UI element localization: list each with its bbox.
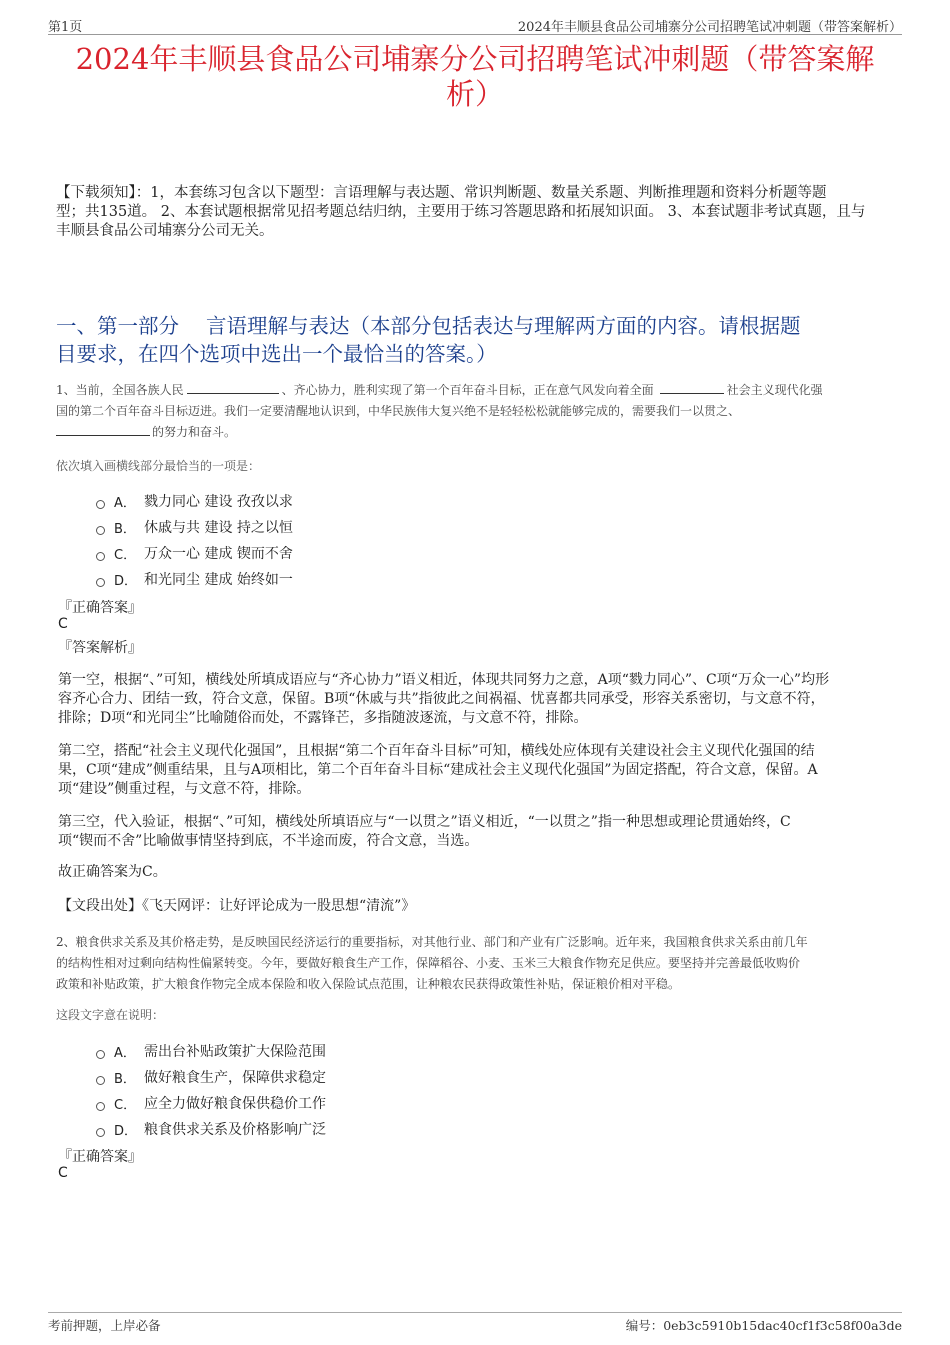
fill-blank-3	[56, 422, 150, 436]
q2-line: 的结构性相对过剩向结构性偏紧转变。今年，要做好粮食生产工作，保障稻谷、小麦、玉米三大粮食作物充足供应。要坚持并完善最低收购价	[56, 956, 801, 970]
option-letter: D．	[114, 573, 138, 589]
q2-option-a[interactable]	[96, 1038, 326, 1064]
section-line-2: 目要求，在四个选项中选出一个最恰当的答案。）	[56, 342, 497, 366]
analysis-line: 果，C项“建成”侧重结果，且与A项相比，第二个百年奋斗目标“建成社会主义现代化强国”为固定搭配，符合文意，保留。A	[58, 762, 818, 778]
q1-option-d[interactable]	[96, 566, 293, 592]
q2-option-c[interactable]	[96, 1090, 326, 1116]
title-line-1: 2024年丰顺县食品公司埔寨分公司招聘笔试冲刺题（带答案解	[75, 42, 875, 76]
option-text: 做好粮食生产，保障供求稳定	[144, 1070, 326, 1086]
title-line-2: 析）	[445, 77, 504, 111]
radio-icon[interactable]	[96, 526, 105, 535]
q1-options	[96, 488, 293, 592]
q1-line-3	[56, 422, 902, 443]
option-text: 休戚与共 建设 持之以恒	[144, 520, 293, 536]
download-notice	[56, 184, 902, 241]
option-text: 应全力做好粮食保供稳价工作	[144, 1096, 326, 1112]
q1-text-c: 社会主义现代化强	[726, 383, 823, 397]
q1-option-b[interactable]	[96, 514, 293, 540]
analysis-paragraph-3	[58, 813, 894, 851]
analysis-line: 第二空，搭配“社会主义现代化强国”，且根据“第二个百年奋斗目标”可知，横线处应体现有关建设社会主义现代化强国的结	[58, 743, 815, 759]
page-footer	[48, 1312, 902, 1335]
radio-icon[interactable]	[96, 1102, 105, 1111]
option-text: 戮力同心 建设 孜孜以求	[144, 494, 293, 510]
q1-prompt: 依次填入画横线部分最恰当的一项是：	[56, 459, 261, 473]
q1-text-b: 、齐心协力，胜利实现了第一个百年奋斗目标，正在意气风发向着全面	[281, 383, 654, 397]
q1-text-end: 的努力和奋斗。	[152, 425, 237, 439]
analysis-line: 排除；D项“和光同尘”比喻随俗而处，不露锋芒，多指随波逐流，与文意不符，排除。	[58, 710, 588, 726]
analysis-conclusion: 故正确答案为C。	[58, 864, 167, 880]
radio-icon[interactable]	[96, 1076, 105, 1085]
q1-line-1	[56, 380, 902, 401]
option-text: 需出台补贴政策扩大保险范围	[144, 1044, 326, 1060]
header-doc-title: 2024年丰顺县食品公司埔寨分公司招聘笔试冲刺题（带答案解析）	[517, 20, 902, 35]
page-header	[48, 14, 902, 35]
radio-icon[interactable]	[96, 1050, 105, 1059]
q1-answer: C	[58, 616, 68, 632]
option-letter: A．	[114, 1045, 136, 1061]
page-number: 第1页	[48, 20, 83, 35]
analysis-paragraph-1	[58, 671, 894, 728]
section-heading	[56, 312, 902, 368]
notice-line-2: 型；共135道。 2、本套试题根据常见招考题总结归纳，主要用于练习答题思路和拓展知识面。 3、本套试题非考试真题，且与	[56, 204, 866, 220]
analysis-line: 项“锲而不舍”比喻做事情坚持到底，不半途而废，符合文意，当选。	[58, 833, 479, 849]
q1-analysis-label: 『答案解析』	[58, 640, 142, 656]
passage-source: 【文段出处】《飞天网评：让好评论成为一股思想“清流”》	[58, 898, 416, 914]
document-title	[50, 42, 900, 112]
analysis-line: 第三空，代入验证，根据“、”可知，横线处所填语应与“一以贯之”语义相近，“一以贯之”指一种思想或理论贯通始终，C	[58, 814, 791, 830]
question-1-text	[56, 380, 902, 443]
fill-blank-1	[187, 380, 279, 394]
option-text: 万众一心 建成 锲而不舍	[144, 546, 293, 562]
q2-option-b[interactable]	[96, 1064, 326, 1090]
q2-line: 政策和补贴政策，扩大粮食作物完全成本保险和收入保险试点范围，让种粮农民获得政策性补贴，保证粮价相对平稳。	[56, 977, 681, 991]
option-letter: B．	[114, 521, 136, 537]
analysis-line: 项“建设”侧重过程，与文意不符，排除。	[58, 781, 311, 797]
q2-line: 2、粮食供求关系及其价格走势，是反映国民经济运行的重要指标，对其他行业、部门和产业有广泛影响。近年来，我国粮食供求关系由前几年	[56, 935, 808, 949]
option-letter: B．	[114, 1071, 136, 1087]
notice-line-1: 【下载须知】：1，本套练习包含以下题型：言语理解与表达题、常识判断题、数量关系题、判断推理题和资料分析题等题	[56, 185, 827, 201]
question-2-text	[56, 932, 902, 995]
q1-line-2: 国的第二个百年奋斗目标迈进。我们一定要清醒地认识到，中华民族伟大复兴绝不是轻轻松松就能够完成的，需要我们一以贯之、	[56, 404, 741, 418]
option-text: 和光同尘 建成 始终如一	[144, 572, 293, 588]
option-letter: A．	[114, 495, 136, 511]
q2-answer: C	[58, 1165, 68, 1181]
q1-option-c[interactable]	[96, 540, 293, 566]
analysis-line: 容齐心合力、团结一致，符合文意，保留。B项“休戚与共”指彼此之间祸福、忧喜都共同承受，形容关系密切，与文意不符，	[58, 691, 825, 707]
analysis-line: 第一空，根据“、”可知，横线处所填成语应与“齐心协力”语义相近，体现共同努力之意，A项“戮力同心”、C项“万众一心”均形	[58, 672, 830, 688]
q1-option-a[interactable]	[96, 488, 293, 514]
radio-icon[interactable]	[96, 552, 105, 561]
q1-answer-label: 『正确答案』	[58, 600, 142, 616]
q2-answer-label: 『正确答案』	[58, 1149, 142, 1165]
footer-doc-id: 编号：0eb3c5910b15dac40cf1f3c58f00a3de	[625, 1318, 902, 1333]
section-line-1: 一、第一部分 言语理解与表达（本部分包括表达与理解两方面的内容。请根据题	[56, 314, 801, 338]
notice-line-3: 丰顺县食品公司埔寨分公司无关。	[56, 223, 274, 239]
footer-slogan: 考前押题，上岸必备	[48, 1318, 161, 1333]
radio-icon[interactable]	[96, 578, 105, 587]
radio-icon[interactable]	[96, 500, 105, 509]
radio-icon[interactable]	[96, 1128, 105, 1137]
option-letter: D．	[114, 1123, 138, 1139]
option-letter: C．	[114, 1097, 137, 1113]
q2-option-d[interactable]	[96, 1116, 326, 1142]
analysis-paragraph-2	[58, 742, 894, 799]
option-text: 粮食供求关系及价格影响广泛	[144, 1122, 326, 1138]
q2-prompt: 这段文字意在说明：	[56, 1008, 165, 1022]
option-letter: C．	[114, 547, 137, 563]
q1-text-a: 1、当前，全国各族人民	[56, 383, 184, 397]
q2-options	[96, 1038, 326, 1142]
fill-blank-2	[660, 380, 724, 394]
